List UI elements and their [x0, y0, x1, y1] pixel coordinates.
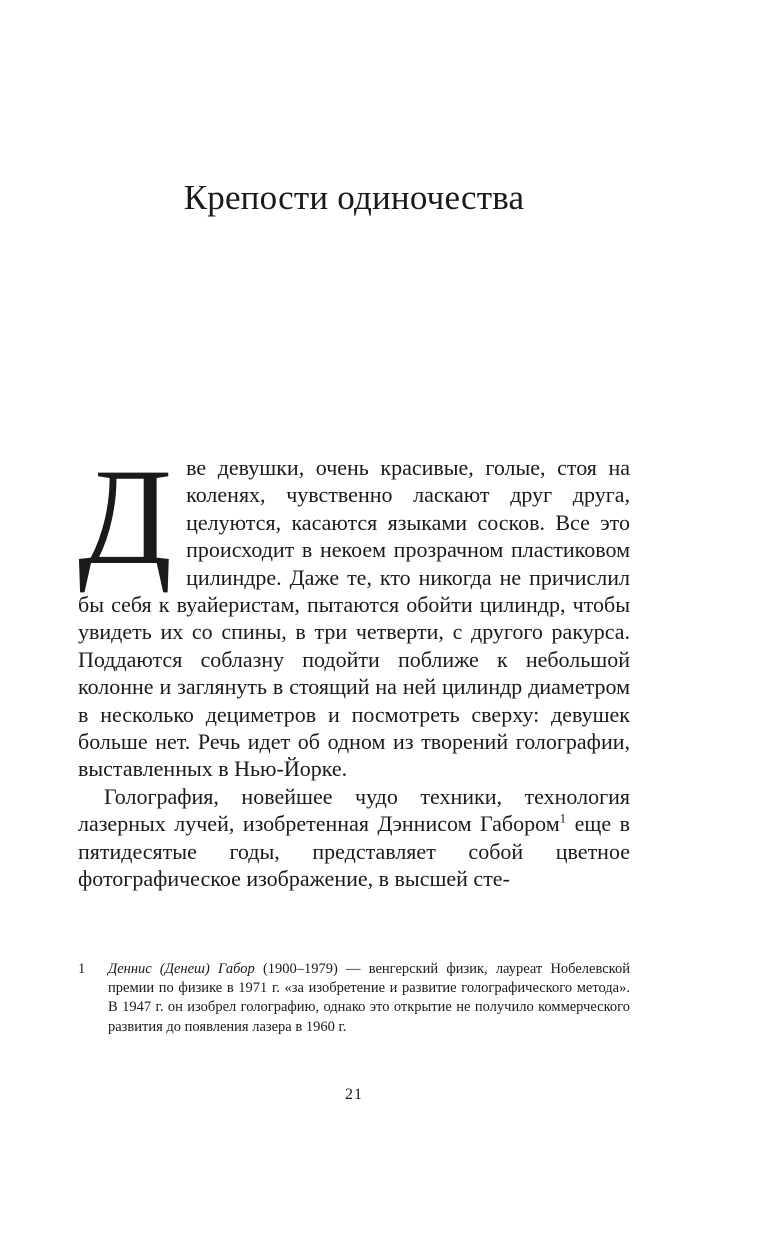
footnote-body: (1900–1979) — венгерский физик, лауреат Нобелевской премии по физике в 1971 г. «за изобретение и развитие голографического метода». В 1947 г. он изобрел голографию, однако это открытие не получило коммерческого развития до появления лазера в 1960 г.	[108, 961, 630, 1035]
footnote-text	[108, 960, 630, 1037]
paragraph-1-text: ве девушки, очень красивые, голые, стоя на коленях, чувственно ласкают друг друга, целуются, касаются языками сосков. Все это происходит в некоем прозрачном пластиковом цилиндре. Даже те, кто никогда не причислил бы себя к вуайеристам, пытаются обойти цилиндр, чтобы увидеть их со спины, в три четверти, с другого ракурса. Поддаются соблазну подойти поближе к небольшой колонне и заглянуть в стоящий на ней цилиндр диаметром в несколько дециметров и посмотреть сверху: девушек больше нет. Речь идет об одном из творений голографии, выставленных в Нью-Йорке.	[78, 455, 630, 782]
footnote-person-name: Деннис (Денеш) Габор	[108, 961, 255, 977]
paragraph-2-text-end: еще в пятидесятые годы, представляет собой цветное фотографическое изображение, в высшей сте-	[78, 811, 631, 892]
footnote-reference[interactable]: 1	[559, 810, 567, 826]
page-number: 21	[345, 1086, 363, 1103]
footnote	[78, 960, 630, 1037]
paragraph-2-text-start: Голография, новейшее чудо техники, технология лазерных лучей, изобретенная Дэннисом Габором	[78, 783, 630, 837]
footnote-number: 1	[78, 961, 86, 977]
chapter-title: Крепости одиночества	[183, 178, 525, 217]
drop-cap: Д	[78, 440, 173, 593]
paragraph-1	[78, 440, 630, 783]
body-text	[78, 440, 631, 893]
paragraph-2	[78, 783, 630, 893]
